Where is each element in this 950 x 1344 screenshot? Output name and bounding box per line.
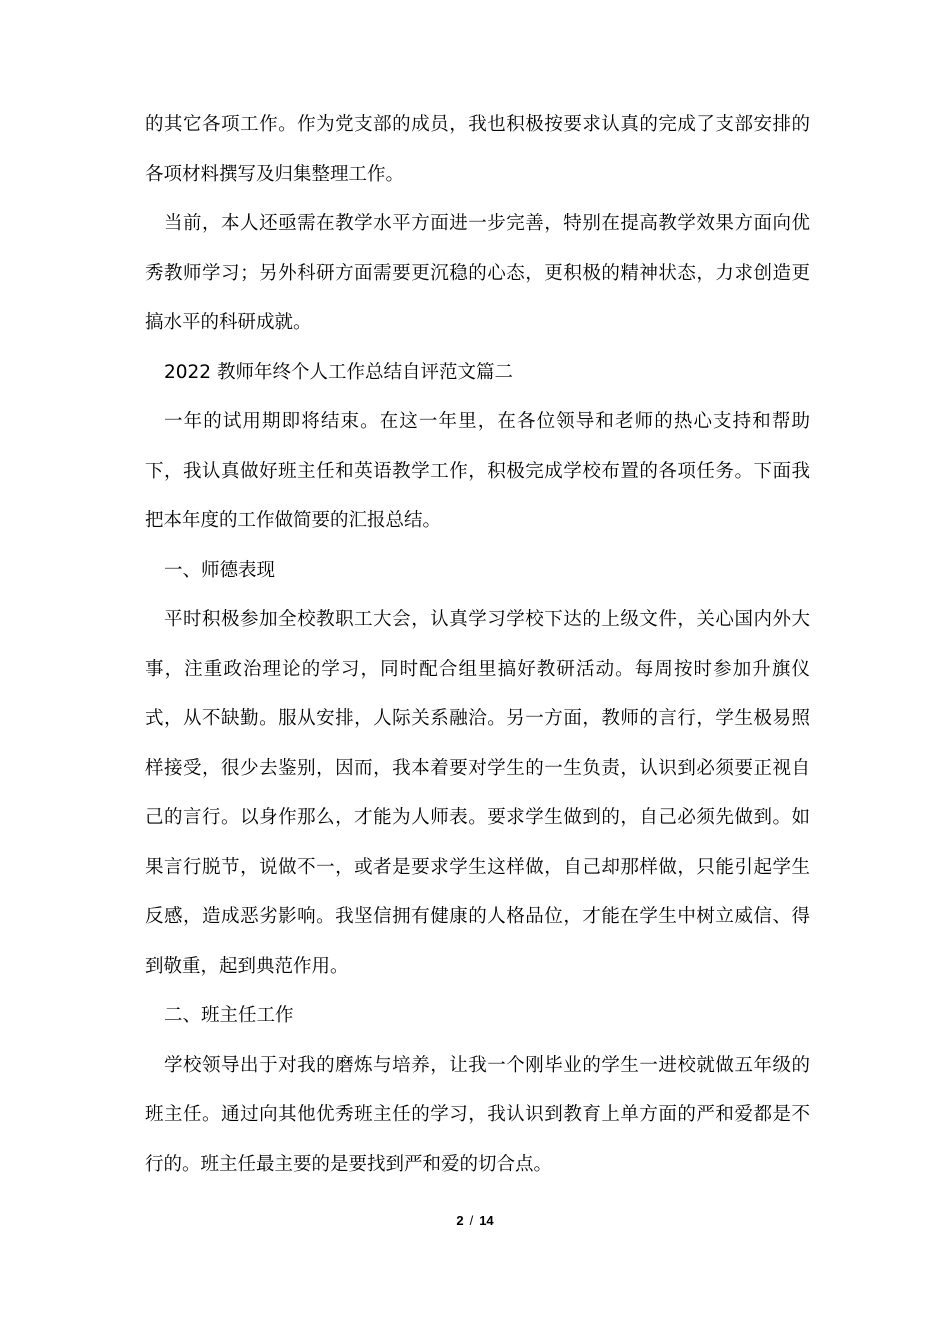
subheading-teacher-ethics: 一、师德表现 [164,559,276,581]
paragraph-teacher-ethics: 平时积极参加全校教职工大会，认真学习学校下达的上级文件，关心国内外大事，注重政治理论的学习，同时配合组里搞好教研活动。每周按时参加升旗仪式，从不缺勤。服从安排，人际关系融洽。另一方面，教师的言行，学生极易照样接受，很少去鉴别，因而，我本着要对学生的一生负责，认识到必须要正视自己的言行。以身作那么，才能为人师表。要求学生做到的，自己必须先做到。如果言行脱节，说做不一，或者是要求学生这样做，自己却那样做，只能引起学生反感，造成恶劣影响。我坚信拥有健康的人格品位，才能在学生中树立威信、得到敬重，起到典范作用。 [145,609,810,977]
section-heading-part-two: 2022 教师年终个人工作总结自评范文篇二 [164,361,513,383]
page-separator: / [469,1213,474,1228]
paragraph-class-teacher-work: 学校领导出于对我的磨炼与培养，让我一个刚毕业的学生一进校就做五年级的班主任。通过向其他优秀班主任的学习，我认识到教育上单方面的严和爱都是不行的。班主任最主要的是要找到严和爱的切合点。 [145,1054,810,1175]
total-pages-number: 14 [479,1213,494,1228]
paragraph-current-improvement: 当前，本人还亟需在教学水平方面进一步完善，特别在提高教学效果方面向优秀教师学习；另外科研方面需要更沉稳的心态，更积极的精神状态，力求创造更搞水平的科研成就。 [145,213,810,333]
document-body [145,100,810,1189]
current-page-number: 2 [456,1213,464,1228]
paragraph-probation-intro: 一年的试用期即将结束。在这一年里，在各位领导和老师的热心支持和帮助下，我认真做好班主任和英语教学工作，积极完成学校布置的各项任务。下面我把本年度的工作做简要的汇报总结。 [145,411,810,531]
subheading-class-teacher-work: 二、班主任工作 [164,1005,294,1026]
page-number-footer [0,1213,950,1228]
paragraph-continuation: 的其它各项工作。作为党支部的成员，我也积极按要求认真的完成了支部安排的各项材料撰写及归集整理工作。 [145,114,810,185]
